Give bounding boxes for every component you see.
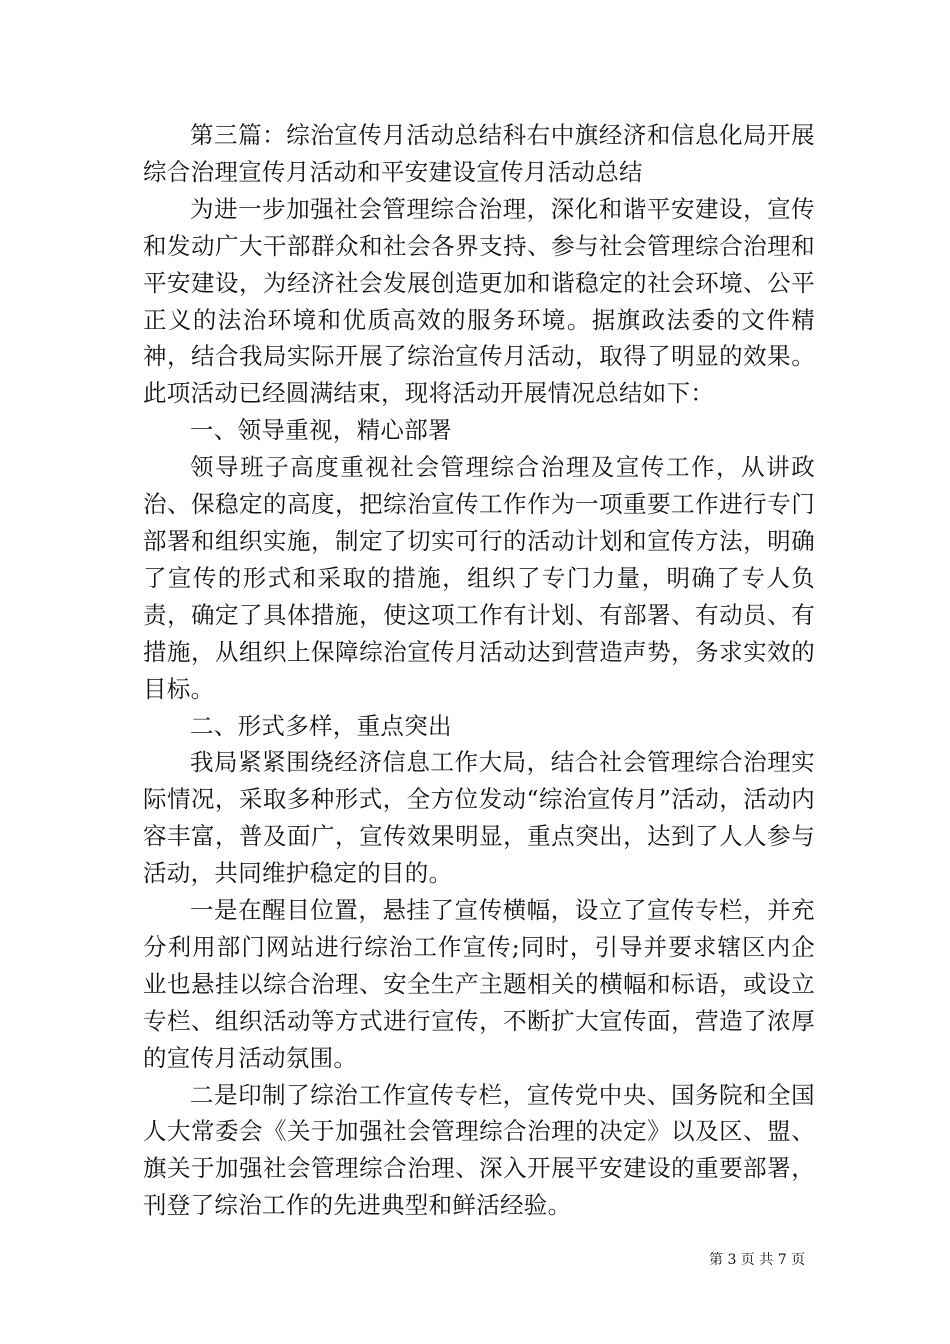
page-number-footer: 第 3 页 共 7 页 <box>709 1252 806 1268</box>
paragraph-item-1: 一是在醒目位置，悬挂了宣传横幅，设立了宣传专栏，并充分利用部门网站进行综治工作宣传;同时，引导并要求辖区内企业也悬挂以综合治理、安全生产主题相关的横幅和标语，或设立专栏、组织活动等方式进行宣传，不断扩大宣传面，营造了浓厚的宣传月活动氛围。 <box>143 896 815 1072</box>
document-body <box>143 117 815 1224</box>
paragraph-intro: 为进一步加强社会管理综合治理，深化和谐平安建设，宣传和发动广大干部群众和社会各界支持、参与社会管理综合治理和平安建设，为经济社会发展创造更加和谐稳定的社会环境、公平正义的法治环境和优质高效的服务环境。据旗政法委的文件精神，结合我局实际开展了综治宣传月活动，取得了明显的效果。此项活动已经圆满结束，现将活动开展情况总结如下： <box>143 194 815 408</box>
paragraph-title: 第三篇：综治宣传月活动总结科右中旗经济和信息化局开展综合治理宣传月活动和平安建设宣传月活动总结 <box>143 121 815 186</box>
section-heading-1: 一、领导重视，精心部署 <box>190 416 452 445</box>
paragraph-item-2: 二是印制了综治工作宣传专栏，宣传党中央、国务院和全国人大常委会《关于加强社会管理综合治理的决定》以及区、盟、旗关于加强社会管理综合治理、深入开展平安建设的重要部署，刊登了综治工作的先进典型和鲜活经验。 <box>143 1080 815 1220</box>
section-heading-2: 二、形式多样，重点突出 <box>190 711 452 740</box>
paragraph-section-2: 我局紧紧围绕经济信息工作大局，结合社会管理综合治理实际情况，采取多种形式，全方位发动“综治宣传月”活动，活动内容丰富，普及面广，宣传效果明显，重点突出，达到了人人参与活动，共同维护稳定的目的。 <box>143 748 815 888</box>
paragraph-section-1: 领导班子高度重视社会管理综合治理及宣传工作，从讲政治、保稳定的高度，把综治宣传工作作为一项重要工作进行专门部署和组织实施，制定了切实可行的活动计划和宣传方法，明确了宣传的形式和采取的措施，组织了专门力量，明确了专人负责，确定了具体措施，使这项工作有计划、有部署、有动员、有措施，从组织上保障综治宣传月活动达到营造声势，务求实效的目标。 <box>143 453 815 703</box>
